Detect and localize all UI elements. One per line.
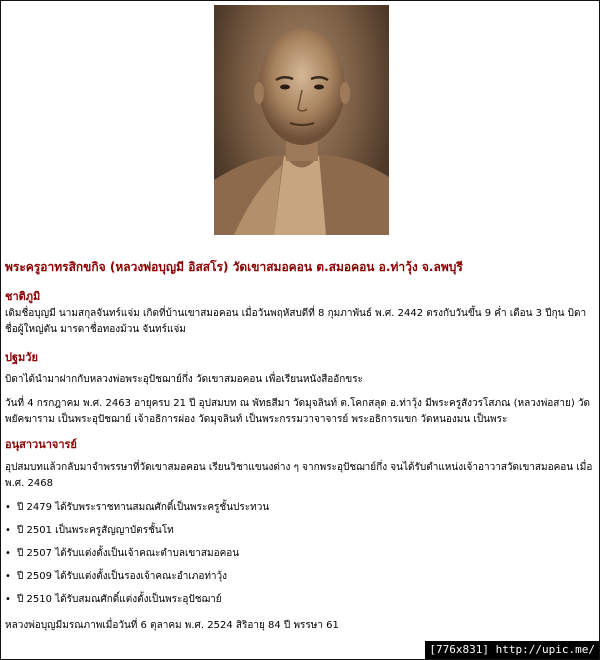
timeline-item <box>5 524 585 537</box>
bullet-glyph: • <box>5 571 11 582</box>
timeline-item <box>5 593 585 606</box>
section-text-early-life: บิดาได้นำมาฝากกับหลวงพ่อพระอุปัชฌาย์กึ่ง วัดเขาสมอคอน เพื่อเรียนหนังสืออักขระ <box>5 374 363 385</box>
timeline-item <box>5 570 585 583</box>
page-title: พระครูอาทรสิกขกิจ (หลวงพ่อบุญมี อิสสโร) วัดเขาสมอคอน ต.สมอคอน อ.ท่าวุ้ง จ.ลพบุรี <box>5 260 463 274</box>
section-heading-early-life: ปฐมวัย <box>5 351 38 364</box>
bullet-glyph: • <box>5 548 11 559</box>
timeline-item <box>5 501 585 514</box>
timeline-item-text: ปี 2510 ได้รับสมณศักดิ์แต่งตั้งเป็นพระอุปัชฌาย์ <box>17 594 222 605</box>
upload-watermark-badge: [776x831] http://upic.me/ <box>425 641 599 659</box>
monk-portrait-photo <box>214 5 389 235</box>
bullet-glyph: • <box>5 502 11 513</box>
timeline-item-text: ปี 2501 เป็นพระครูสัญญาบัตรชั้นโท <box>17 525 174 536</box>
section-text-ordination: วันที่ 4 กรกฎาคม พ.ศ. 2463 อายุครบ 21 ปี อุปสมบท ณ พัทธสีมา วัดมุจลินท์ ต.โคกสลุด อ.ท่าวุ้ง มีพระครูสังวรโสภณ (หลวงพ่อสาย) วัดพยัคฆาราม เป็นพระอุปัชฌาย์ เจ้าอธิการผ่อง วัดมุจลินท์ เป็นพระกรรมวาจาจารย์ พระอธิการแขก วัดหนองมน เป็นพระ <box>5 398 591 425</box>
section-text-teacher: อุปสมบทแล้วกลับมาจำพรรษาที่วัดเขาสมอคอน เรียนวิชาแขนงต่าง ๆ จากพระอุปัชฌาย์กึ่ง จนได้รับตำแหน่งเจ้าอาวาสวัดเขาสมอคอน เมื่อ พ.ศ. 2468 <box>5 462 593 489</box>
section-heading-teacher: อนุสาวนาจารย์ <box>5 438 77 451</box>
bullet-glyph: • <box>5 525 11 536</box>
timeline-item-text: ปี 2507 ได้รับแต่งตั้งเป็นเจ้าคณะตำบลเขาสมอคอน <box>17 548 240 559</box>
timeline-item <box>5 547 585 560</box>
timeline-item-text: ปี 2509 ได้รับแต่งตั้งเป็นรองเจ้าคณะอำเภอท่าวุ้ง <box>17 571 228 582</box>
closing-text: หลวงพ่อบุญมีมรณภาพเมื่อวันที่ 6 ตุลาคม พ.ศ. 2524 สิริอายุ 84 ปี พรรษา 61 <box>5 620 339 631</box>
section-heading-birthplace: ชาติภูมิ <box>5 290 41 303</box>
timeline-item-text: ปี 2479 ได้รับพระราชทานสมณศักดิ์เป็นพระครูชั้นประทวน <box>17 502 270 513</box>
section-text-birthplace: เดิมชื่อบุญมี นามสกุลจันทร์แจ่ม เกิดที่บ้านเขาสมอคอน เมื่อวันพฤหัสบดีที่ 8 กุมภาพันธ์ พ.ศ. 2442 ตรงกับวันขึ้น 9 ค่ำ เดือน 3 ปีกุน บิดาชื่อผู้ใหญ่ตัน มารดาชื่อทองม้วน จันทร์แจ่ม <box>5 308 587 335</box>
bullet-glyph: • <box>5 594 11 605</box>
